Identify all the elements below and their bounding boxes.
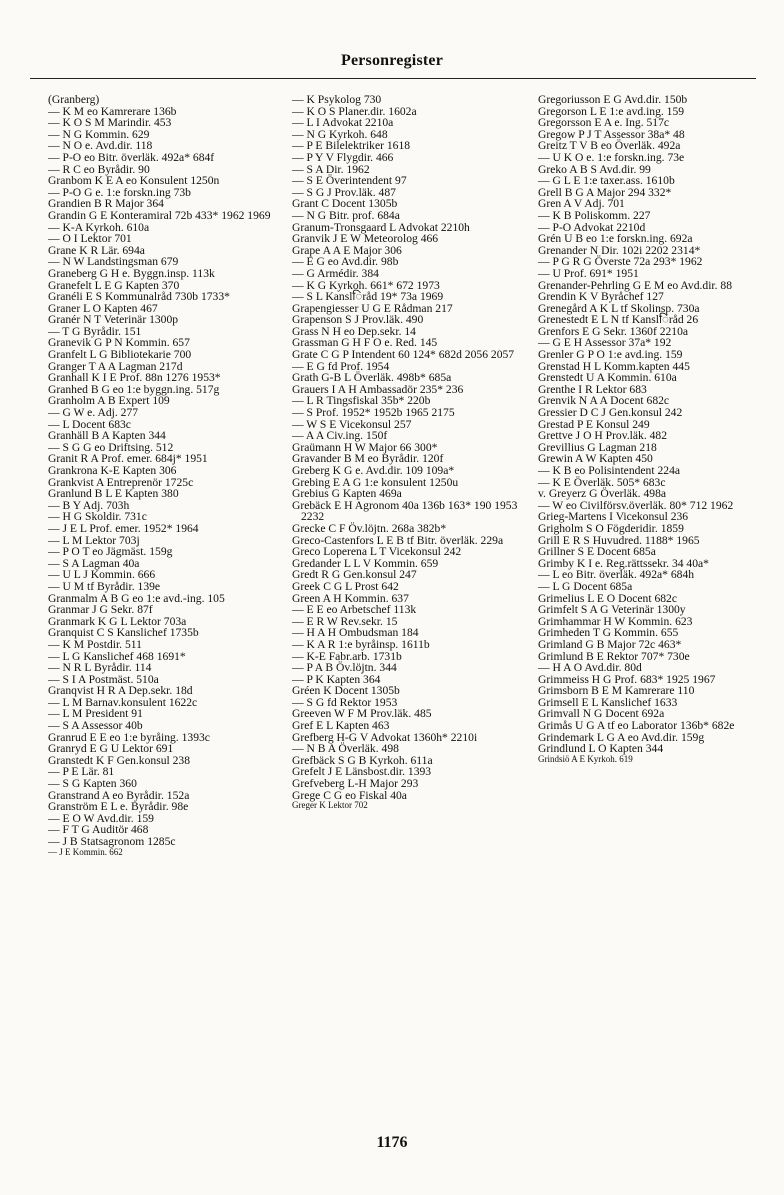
register-entry: Gredt R G Gen.konsul 247 bbox=[292, 568, 417, 582]
register-entry: Granstedt K F Gen.konsul 238 bbox=[48, 753, 191, 767]
register-entry: — K M eo Kamrerare 136b bbox=[48, 104, 177, 118]
register-entry: Granquist C S Kanslichef 1735b bbox=[48, 626, 199, 640]
register-entry: — P O T eo Jägmäst. 159g bbox=[48, 545, 173, 559]
register-entry: Granström E L e. Byrådir. 98e bbox=[48, 800, 189, 814]
register-entry: — S G J Prov.läk. 487 bbox=[292, 185, 396, 199]
register-entry: Grieg-Martens I Vicekonsul 236 bbox=[538, 510, 689, 524]
register-column-1 bbox=[48, 94, 280, 857]
register-entry: Granmar J G Sekr. 87f bbox=[48, 603, 153, 617]
register-entry: Grefberg H-G V Advokat 1360h* 2210i bbox=[292, 730, 478, 744]
register-entry: Grege C G eo Fiskal 40a bbox=[292, 788, 407, 802]
register-entry: Gregorsson E A e. Ing. 517c bbox=[538, 116, 670, 130]
register-entry: — S A Assessor 40b bbox=[48, 719, 143, 733]
register-entry: Grate C G P Intendent 60 124* 682d 2056 2057 bbox=[292, 348, 515, 362]
register-entry: — H A O Avd.dir. 80d bbox=[538, 661, 642, 675]
register-entry: — T G Byrådir. 151 bbox=[48, 324, 142, 338]
register-entry: Grankvist A Entreprenör 1725c bbox=[48, 475, 194, 489]
register-entry: Gref E L Kapten 463 bbox=[292, 719, 390, 733]
register-entry: Grimsell E L Kanslichef 1633 bbox=[538, 695, 678, 709]
register-entry: Greberg K G e. Avd.dir. 109 109a* bbox=[292, 464, 455, 477]
register-entry: Grenfors E G Sekr. 1360f 2210a bbox=[538, 324, 689, 338]
register-entry: Grenander N Dir. 102i 2202 2314* bbox=[538, 243, 701, 257]
register-entry: Green A H Kommin. 637 bbox=[292, 591, 409, 605]
register-entry: — G W e. Adj. 277 bbox=[48, 406, 139, 420]
register-entry: — K O S Planer.dir. 1602a bbox=[292, 104, 417, 118]
register-entry: Grane K R Lär. 694a bbox=[48, 243, 145, 257]
register-entry: — P A B Öv.löjtn. 344 bbox=[292, 661, 397, 675]
register-entry: Grettve J O H Prov.läk. 482 bbox=[538, 429, 668, 443]
register-entry: Grimhammar H W Kommin. 623 bbox=[538, 614, 693, 628]
register-entry: — S G Kapten 360 bbox=[48, 777, 137, 791]
register-entry: Grefbäck S G B Kyrkoh. 611a bbox=[292, 753, 433, 767]
register-entry: Granevik G P N Kommin. 657 bbox=[48, 336, 190, 350]
register-entry: Grillner S E Docent 685a bbox=[538, 545, 656, 559]
register-entry: Gregorson L E 1:e avd.ing. 159 bbox=[538, 104, 685, 118]
register-entry: — B Y Adj. 703h bbox=[48, 498, 130, 512]
register-entry: — K A R 1:e byråinsp. 1611b bbox=[292, 637, 430, 651]
register-entry: Grandin G E Konteramiral 72b 433* 1962 1969 bbox=[48, 208, 271, 222]
register-entry: — S I A Postmäst. 510a bbox=[48, 672, 159, 686]
register-entry: — P Y V Flygdir. 466 bbox=[292, 150, 394, 164]
register-entry: Grenander-Pehrling G E M eo Avd.dir. 88 bbox=[538, 278, 733, 292]
register-entry: Grimfelt S A G Veterinär 1300y bbox=[538, 603, 686, 617]
register-entry: — E G fd Prof. 1954 bbox=[292, 359, 390, 373]
register-entry: — E R W Rev.sekr. 15 bbox=[292, 614, 398, 628]
register-entry: Granryd E G U Lektor 691 bbox=[48, 742, 174, 756]
page-number: 1176 bbox=[376, 1134, 408, 1151]
register-entry: — G E H Assessor 37a* 192 bbox=[538, 336, 672, 350]
register-entry: Grath G-B L Överläk. 498b* 685a bbox=[292, 371, 452, 385]
register-entry: Graneberg G H e. Byggn.insp. 113k bbox=[48, 266, 215, 280]
register-entry: Gredander L L V Kommin. 659 bbox=[292, 556, 439, 570]
register-entry: Greco-Castenfors L E B tf Bitr. överläk. 229a bbox=[292, 533, 504, 547]
register-entry: Greger K Lektor 702 bbox=[292, 800, 368, 811]
register-entry: Granit R A Prof. emer. 684j* 1951 bbox=[48, 452, 208, 466]
register-entry: Granstrand A eo Byrådir. 152a bbox=[48, 788, 190, 802]
register-column-3 bbox=[538, 94, 770, 764]
register-entry: — N R L Byrådir. 114 bbox=[48, 661, 152, 675]
register-entry: — S L Kanslिråd 19* 73a 1969 bbox=[292, 290, 444, 304]
register-entry: Grecke C F Öv.löjtn. 268a 382b* bbox=[292, 521, 447, 535]
register-entry: Granér N T Veterinär 1300p bbox=[48, 313, 179, 327]
register-entry: Grenstedt U A Kommin. 610a bbox=[538, 371, 677, 385]
register-entry: — F T G Auditör 468 bbox=[48, 823, 149, 837]
register-entry: Greeven W F M Prov.läk. 485 bbox=[292, 707, 432, 721]
register-entry: Grimby K I e. Reg.rättssekr. 34 40a* bbox=[538, 556, 709, 570]
register-entry: Grenstad H L Komm.kapten 445 bbox=[538, 359, 690, 373]
register-entry: — N G Kommin. 629 bbox=[48, 127, 150, 141]
register-entry: — K-A Kyrkoh. 610a bbox=[48, 220, 150, 234]
register-entry: Granmark K G L Lektor 703a bbox=[48, 614, 187, 628]
register-entry: Granéli E S Kommunalråd 730b 1733* bbox=[48, 290, 230, 304]
register-entry: — N W Landstingsman 679 bbox=[48, 255, 179, 269]
register-entry: — P K Kapten 364 bbox=[292, 672, 381, 686]
register-entry: Granhall K I E Prof. 88n 1276 1953* bbox=[48, 371, 221, 385]
register-entry: Grant C Docent 1305b bbox=[292, 197, 398, 211]
register-entry: — W eo Civilförsv.överläk. 80* 712 1962 bbox=[538, 498, 734, 512]
register-entry: Grimelius L E O Docent 682c bbox=[538, 591, 677, 605]
register-entry: — S A Lagman 40a bbox=[48, 556, 140, 570]
register-entry: Grebius G Kapten 469a bbox=[292, 487, 402, 501]
register-entry: Grebäck E H Agronom 40a 136b 163* 190 1953 2232 bbox=[292, 498, 518, 524]
register-entry: — N G Bitr. prof. 684a bbox=[292, 208, 400, 222]
register-entry: — L Docent 683c bbox=[48, 417, 131, 431]
register-entry: Grenestedt E L N tf Kanslिråd 26 bbox=[538, 313, 699, 327]
register-entry: Gren A V Adj. 701 bbox=[538, 197, 625, 211]
register-entry: — N O e. Avd.dir. 118 bbox=[48, 139, 153, 153]
register-entry: — N B A Överläk. 498 bbox=[292, 742, 399, 756]
register-entry: — R C eo Byrådir. 90 bbox=[48, 162, 150, 176]
register-entry: — N G Kyrkoh. 648 bbox=[292, 127, 388, 141]
register-entry: Grell B G A Major 294 332* bbox=[538, 185, 672, 199]
register-entry: — J E Kommin. 662 bbox=[48, 846, 123, 857]
register-entry: Granqvist H R A Dep.sekr. 18d bbox=[48, 684, 193, 698]
register-entry: — U Prof. 691* 1951 bbox=[538, 266, 639, 280]
register-entry: Grapenson S J Prov.läk. 490 bbox=[292, 313, 424, 327]
register-entry: — P-O G e. 1:e forskn.ing 73b bbox=[48, 185, 191, 199]
register-entry: — G Armédir. 384 bbox=[292, 266, 379, 280]
register-entry: — P-O Advokat 2210d bbox=[538, 220, 646, 234]
register-entry: Granger T A A Lagman 217d bbox=[48, 359, 183, 373]
register-entry: — A A Civ.ing. 150f bbox=[292, 429, 388, 443]
register-entry: Grass N H eo Dep.sekr. 14 bbox=[292, 324, 416, 338]
register-entry: Gravander B M eo Byrådir. 120f bbox=[292, 452, 444, 466]
register-entry: — L M Barnav.konsulent 1622c bbox=[48, 695, 198, 709]
register-entry: Gréen K Docent 1305b bbox=[292, 684, 400, 698]
register-entry: — K B Poliskomm. 227 bbox=[538, 208, 651, 222]
register-entry: — S E Överintendent 97 bbox=[292, 174, 407, 188]
register-entry: Grefveberg L-H Major 293 bbox=[292, 777, 419, 791]
register-entry: — L M President 91 bbox=[48, 707, 143, 721]
register-entry: Grimland G B Major 72c 463* bbox=[538, 637, 682, 651]
register-entry: — K-E Fabr.arb. 1731b bbox=[292, 649, 402, 663]
register-entry: Grindlund L O Kapten 344 bbox=[538, 742, 664, 756]
register-entry: Grenvik N A A Docent 682c bbox=[538, 394, 670, 408]
register-entry: — P E Lär. 81 bbox=[48, 765, 115, 779]
register-entry: Grauers I A H Ambassadör 235* 236 bbox=[292, 382, 464, 396]
register-entry: — O I Lektor 701 bbox=[48, 232, 132, 246]
register-entry: — L eo Bitr. överläk. 492a* 684h bbox=[538, 568, 695, 582]
register-entry: — S Prof. 1952* 1952b 1965 2175 bbox=[292, 406, 455, 420]
register-entry: — E G eo Avd.dir. 98b bbox=[292, 255, 399, 269]
register-column-2 bbox=[292, 94, 524, 810]
register-entry: — K G Kyrkoh. 661* 672 1973 bbox=[292, 278, 440, 292]
register-entry: Granrud E E eo 1:e byråing. 1393c bbox=[48, 730, 210, 744]
register-entry: Grevillius G Lagman 218 bbox=[538, 440, 657, 454]
register-entry: Grindemark L G A eo Avd.dir. 159g bbox=[538, 730, 705, 744]
register-entry: — H A H Ombudsman 184 bbox=[292, 626, 419, 640]
register-entry: Grimmeiss H G Prof. 683* 1925 1967 bbox=[538, 672, 716, 686]
register-entry: — L M Lektor 703j bbox=[48, 533, 140, 547]
register-entry: Granhed B G eo 1:e byggn.ing. 517g bbox=[48, 382, 220, 396]
register-entry: Grandien B R Major 364 bbox=[48, 197, 164, 211]
register-entry: — E O W Avd.dir. 159 bbox=[48, 811, 154, 825]
register-entry: Grimvall N G Docent 692a bbox=[538, 707, 665, 721]
page-header-title: Personregister bbox=[340, 52, 444, 69]
register-entry: — P G R G Överste 72a 293* 1962 bbox=[538, 255, 703, 269]
register-entry: — K E Överläk. 505* 683c bbox=[538, 475, 666, 489]
register-entry: — J E L Prof. emer. 1952* 1964 bbox=[48, 521, 199, 535]
register-entry: Granholm A B Expert 109 bbox=[48, 394, 170, 408]
register-entry: Grestad P E Konsul 249 bbox=[538, 417, 650, 431]
register-entry: — K M Postdir. 511 bbox=[48, 637, 142, 651]
register-entry: — E E eo Arbetschef 113k bbox=[292, 603, 417, 617]
register-entry: Greko A B S Avd.dir. 99 bbox=[538, 162, 651, 176]
register-entry: Grenegård A K L tf Skolinsp. 730a bbox=[538, 301, 700, 315]
register-entry: Grassman G H F O e. Red. 145 bbox=[292, 336, 438, 350]
register-entry: — S G G eo Driftsing. 512 bbox=[48, 440, 174, 454]
register-entry: Grill E R S Huvudred. 1188* 1965 bbox=[538, 533, 700, 547]
register-entry: Grigholm S O Fögderidir. 1859 bbox=[538, 521, 684, 535]
register-entry: — L I Advokat 2210a bbox=[292, 116, 394, 130]
register-entry: Grape A A E Major 306 bbox=[292, 243, 402, 257]
register-entry: v. Greyerz G Överläk. 498a bbox=[538, 487, 667, 501]
register-entry: Grindsiö A E Kyrkoh. 619 bbox=[538, 753, 633, 764]
header-rule bbox=[30, 78, 756, 79]
register-entry: — J B Statsagronom 1285c bbox=[48, 835, 176, 848]
register-entry: — W S E Vicekonsul 257 bbox=[292, 417, 412, 431]
register-entry: Granmalm A B G eo 1:e avd.-ing. 105 bbox=[48, 591, 225, 605]
register-entry: Granhäll B A Kapten 344 bbox=[48, 429, 166, 443]
register-entry: Granvik J E W Meteorolog 466 bbox=[292, 232, 439, 246]
register-entry: Grenthe I R Lektor 683 bbox=[538, 382, 647, 396]
register-entry: — U L J Kommin. 666 bbox=[48, 568, 156, 582]
register-entry: — U M tf Byrådir. 139e bbox=[48, 579, 161, 593]
register-entry: Grapengiesser U G E Rådman 217 bbox=[292, 301, 453, 315]
register-entry: — S G fd Rektor 1953 bbox=[292, 695, 398, 709]
register-entry: Greco Loperena L T Vicekonsul 242 bbox=[292, 545, 462, 559]
register-entry: Grebing E A G 1:e konsulent 1250u bbox=[292, 475, 459, 489]
register-entry: Grankrona K-E Kapten 306 bbox=[48, 464, 177, 477]
register-entry: Graümann H W Major 66 300* bbox=[292, 440, 438, 454]
register-entry: — P E Bilelektriker 1618 bbox=[292, 139, 411, 153]
register-entry: Grimås U G A tf eo Laborator 136b* 682e bbox=[538, 719, 735, 733]
register-entry: Gressier D C J Gen.konsul 242 bbox=[538, 406, 683, 420]
register-entry: Grimsborn B E M Kamrerare 110 bbox=[538, 684, 695, 698]
register-entry: Grén U B eo 1:e forskn.ing. 692a bbox=[538, 232, 693, 246]
register-entry: Grewin A W Kapten 450 bbox=[538, 452, 653, 466]
register-entry: Granum-Tronsgaard L Advokat 2210h bbox=[292, 220, 470, 234]
register-entry: Grefelt J E Länsbost.dir. 1393 bbox=[292, 765, 432, 779]
register-entry: Grenler G P O 1:e avd.ing. 159 bbox=[538, 348, 683, 362]
register-entry: Greek C G L Prost 642 bbox=[292, 579, 399, 593]
register-entry: Grendin K V Byråchef 127 bbox=[538, 290, 664, 304]
register-entry: — K B eo Polisintendent 224a bbox=[538, 464, 681, 477]
register-entry: — S A Dir. 1962 bbox=[292, 162, 370, 176]
register-entry: — U K O e. 1:e forskn.ing. 73e bbox=[538, 150, 685, 164]
register-entry: Gregoriusson E G Avd.dir. 150b bbox=[538, 93, 688, 106]
register-entry: — G L E 1:e taxer.ass. 1610b bbox=[538, 174, 675, 188]
register-entry: Granlund B L E Kapten 380 bbox=[48, 487, 179, 501]
register-entry: — L G Kanslichef 468 1691* bbox=[48, 649, 186, 663]
register-entry: — H G Skoldir. 731c bbox=[48, 510, 147, 524]
register-entry: — L R Tingsfiskal 35b* 220b bbox=[292, 394, 431, 408]
register-entry: — P-O eo Bitr. överläk. 492a* 684f bbox=[48, 150, 215, 164]
register-entry: — K O S M Marindir. 453 bbox=[48, 116, 172, 130]
register-entry: Granbom K E A eo Konsulent 1250n bbox=[48, 174, 220, 188]
register-entry: Grimlund B E Rektor 707* 730e bbox=[538, 649, 690, 663]
register-entry: Greitz T V B eo Överläk. 492a bbox=[538, 139, 681, 153]
register-entry: Grimheden T G Kommin. 655 bbox=[538, 626, 679, 640]
register-entry: — K Psykolog 730 bbox=[292, 93, 382, 106]
register-entry: (Granberg) bbox=[48, 93, 100, 106]
register-entry: Granfelt L G Bibliotekarie 700 bbox=[48, 348, 192, 362]
register-entry: Graner L O Kapten 467 bbox=[48, 301, 158, 315]
register-entry: Granefelt L E G Kapten 370 bbox=[48, 278, 180, 292]
register-entry: Gregow P J T Assessor 38a* 48 bbox=[538, 127, 685, 141]
register-entry: — L G Docent 685a bbox=[538, 579, 633, 593]
